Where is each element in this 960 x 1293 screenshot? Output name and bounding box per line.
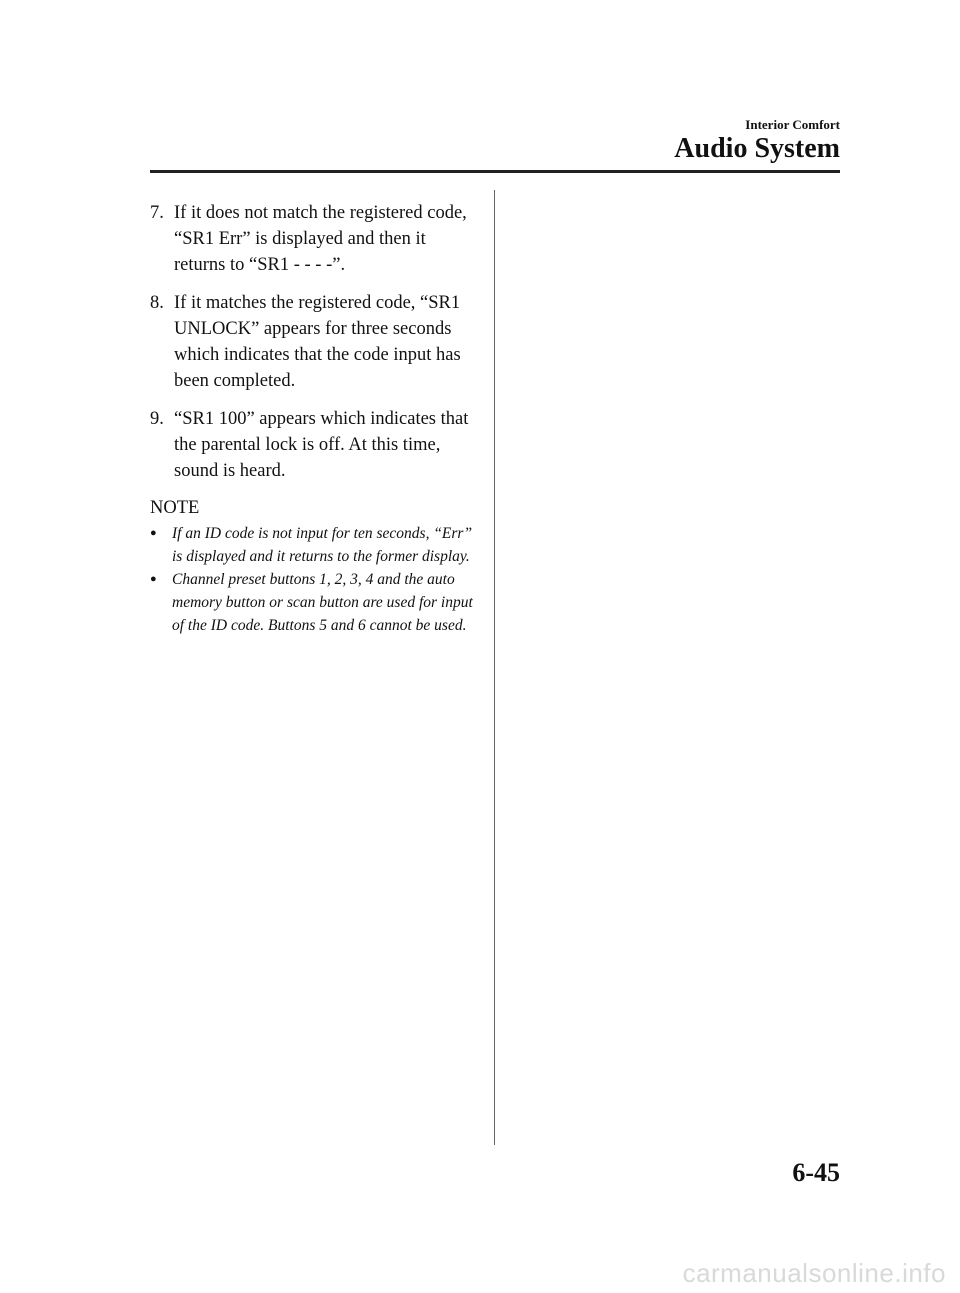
note-list: [150, 522, 480, 637]
bullet-icon: ●: [150, 527, 157, 539]
step-text: If it does not match the registered code, “SR1 Err” is displayed and then it returns to “SR1 - - - -”.: [174, 203, 467, 275]
step-item: [150, 200, 480, 278]
column-divider: [494, 190, 495, 1145]
bullet-icon: ●: [150, 573, 157, 585]
step-number: 8.: [150, 293, 164, 313]
step-number: 9.: [150, 409, 164, 429]
note-item: [150, 568, 480, 637]
note-item: [150, 522, 480, 568]
note-text: Channel preset buttons 1, 2, 3, 4 and the auto memory button or scan button are used for input of the ID code. Buttons 5 and 6 cannot be used.: [172, 571, 473, 634]
left-column: [150, 200, 480, 637]
step-text: “SR1 100” appears which indicates that the parental lock is off. At this time, sound is heard.: [174, 409, 469, 481]
step-item: [150, 406, 480, 484]
step-item: [150, 290, 480, 394]
note-heading: NOTE: [150, 498, 200, 518]
header-rule: [150, 170, 840, 173]
step-number: 7.: [150, 203, 164, 223]
step-list: [150, 200, 480, 484]
step-text: If it matches the registered code, “SR1 UNLOCK” appears for three seconds which indicates that the code input has been completed.: [174, 293, 461, 391]
page-number: 6-45: [792, 1158, 840, 1187]
watermark: carmanualsonline.info: [682, 1258, 946, 1288]
section-label: Interior Comfort: [745, 117, 840, 132]
note-text: If an ID code is not input for ten seconds, “Err” is displayed and it returns to the former display.: [172, 525, 473, 565]
section-title: Audio System: [674, 133, 840, 164]
